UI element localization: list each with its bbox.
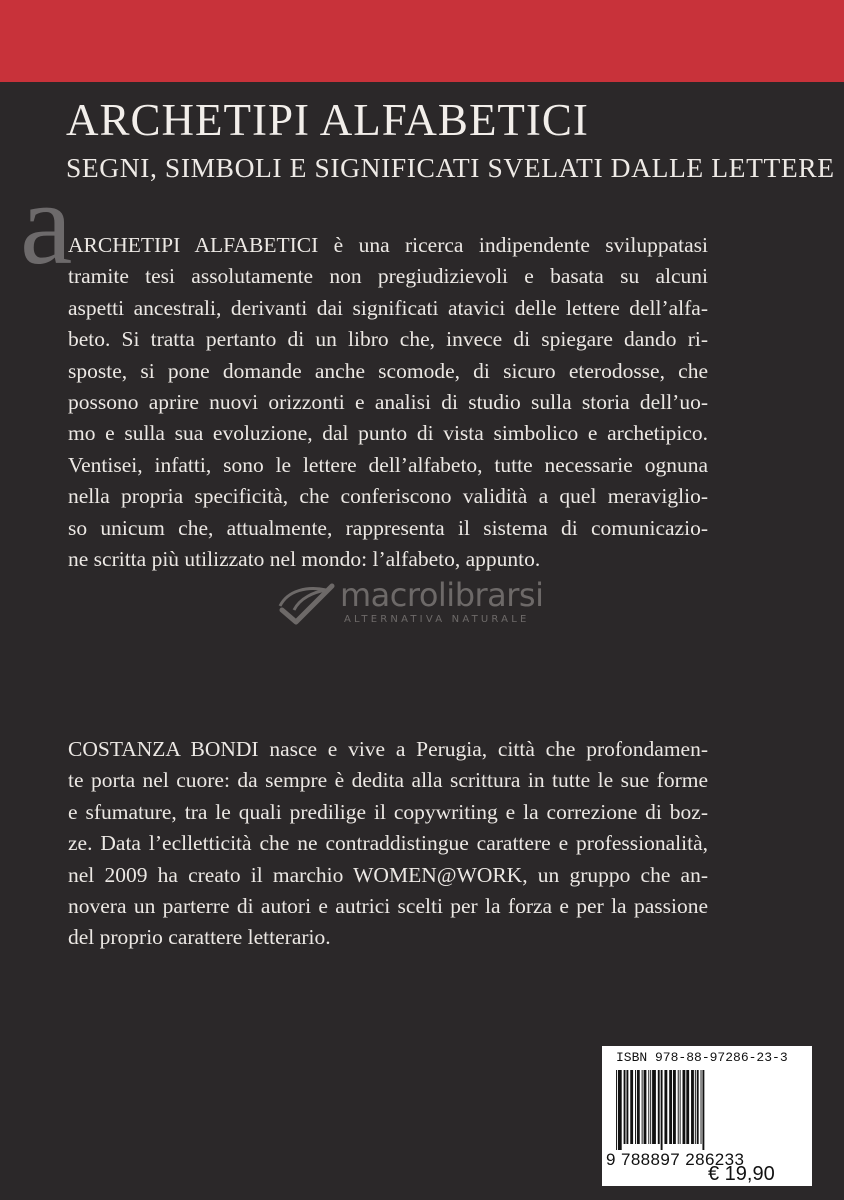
description-line: sposte, si pone domande anche scomode, di sicuro eterodosse, che [68,358,708,383]
watermark-tagline: ALTERNATIVA NATURALE [344,614,530,625]
barcode-bar [695,1070,696,1144]
description-line: possono aprire nuovi orizzonti e analisi di studio sulla storia dell’uo- [68,390,708,415]
barcode-bar [658,1070,660,1144]
barcode-bar [697,1070,699,1144]
barcode-bar [673,1070,676,1144]
barcode-bar [624,1070,626,1144]
barcode-label [602,1046,812,1186]
barcode-bar [691,1070,694,1144]
description-line: mo e sulla sua evoluzione, dal punto di vista simbolico e archetipico. [68,421,708,446]
barcode-bar [661,1070,663,1150]
barcode-bar [642,1070,643,1144]
description-line: ne scritta più utilizzato nel mondo: l’alfabeto, appunto. [68,547,541,572]
book-subtitle: SEGNI, SIMBOLI E SIGNIFICATI SVELATI DALLE LETTERE [66,152,835,183]
bio-line: te porta nel cuore: da sempre è dedita alla scrittura in tutte le sue forme [68,768,708,793]
macrolibrarsi-watermark [274,574,584,634]
book-title: ARCHETIPI ALFABETICI [66,95,589,145]
barcode-bar [644,1070,647,1144]
barcode-bar [637,1070,640,1144]
barcode-bar [626,1070,628,1144]
barcode-bars [614,1070,802,1150]
barcode-bar [630,1070,633,1144]
bio-line: ze. Data l’eclletticità che ne contraddistingue carattere e professionalità, [68,831,708,856]
description-line: tramite tesi assolutamente non pregiudizievoli e basata su alcuni [68,264,708,289]
leaf-check-icon [274,580,336,628]
book-description [68,230,708,575]
description-line: Ventisei, infatti, sono le lettere dell’alfabeto, tutte necessarie ognuna [68,452,708,477]
barcode-bar [616,1070,617,1150]
barcode-digits: 9 788897 286233 [606,1150,745,1169]
isbn-number: ISBN 978-88-97286-23-3 [616,1050,788,1065]
barcode-bar [701,1070,702,1144]
barcode-bar [680,1070,681,1144]
barcode-bar [664,1070,667,1144]
decorative-drop-letter: a [20,158,73,289]
description-line: ARCHETIPI ALFABETICI è una ricerca indipendente sviluppatasi [68,233,708,257]
watermark-brand-name: macrolibrarsi [340,576,544,614]
barcode-bar [686,1070,689,1144]
description-line: nella propria specificità, che conferiscono validità a quel meraviglio- [68,484,708,509]
red-top-band [0,0,844,82]
bio-line: novera un parterre di autori e autrici scelti per la forza e per la passione [68,894,708,919]
barcode-bar [702,1070,704,1150]
bio-line: nel 2009 ha creato il marchio WOMEN@WORK, un gruppo che an- [68,862,708,887]
barcode-bar [669,1070,672,1144]
author-biography [68,734,708,954]
bio-line: del proprio carattere letterario. [68,925,331,950]
barcode-bar [618,1070,622,1150]
description-line: so unicum che, attualmente, rappresenta il sistema di comunicazio- [68,515,708,540]
description-line: aspetti ancestrali, derivanti dai significati atavici delle lettere dell’alfa- [68,295,708,320]
barcode-bar [650,1070,651,1144]
description-line: beto. Si tratta pertanto di un libro che, invece di spiegare dando ri- [68,327,708,352]
barcode-bar [683,1070,686,1144]
bio-line: COSTANZA BONDI nasce e vive a Perugia, città che profondamen- [68,737,708,761]
barcode-bar [648,1070,649,1144]
price-label: € 19,90 [708,1163,775,1185]
barcode-bar [652,1070,656,1144]
barcode-bar [635,1070,636,1144]
bio-line: e sfumature, tra le quali predilige il copywriting e la correzione di boz- [68,799,708,824]
barcode-bar [678,1070,679,1144]
